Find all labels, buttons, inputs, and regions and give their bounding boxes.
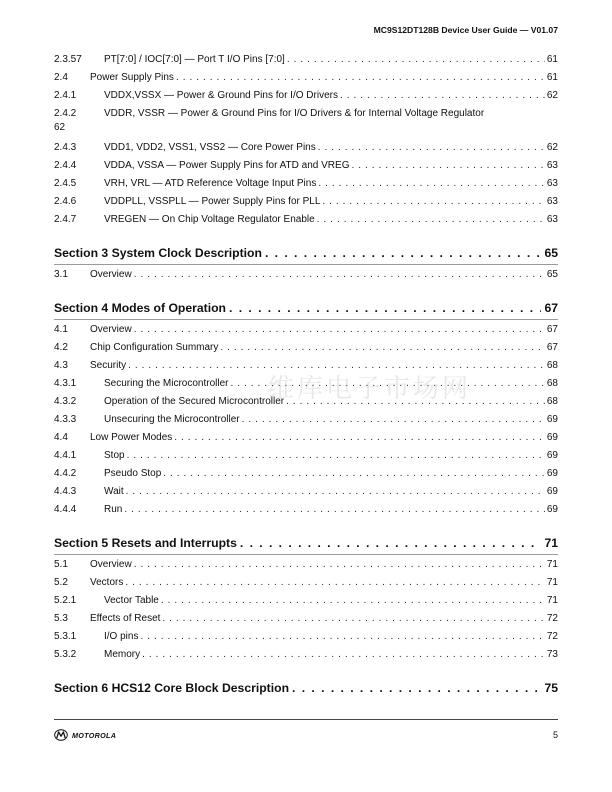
dot-leader: [127, 447, 545, 465]
toc-entry-title: VDDX,VSSX — Power & Ground Pins for I/O Drivers: [104, 90, 338, 101]
toc-entry-title: Overview: [90, 324, 132, 335]
toc-entry-title: Low Power Modes: [90, 432, 173, 443]
dot-leader: [163, 465, 545, 483]
toc-entry[interactable]: [54, 87, 558, 105]
toc-entry-number: 2.4.5: [54, 178, 77, 189]
section-title: Section 6 HCS12 Core Block Description: [54, 681, 290, 695]
toc-entry-number: 4.2: [54, 342, 68, 353]
toc-entry-number: 4.3.3: [54, 414, 77, 425]
toc-entry-title: VDD1, VDD2, VSS1, VSS2 — Core Power Pins: [104, 142, 316, 153]
toc-entry-page: 61: [546, 72, 558, 83]
toc-entry[interactable]: [54, 339, 558, 357]
toc-entry-title: Effects of Reset: [90, 613, 161, 624]
dot-leader: [134, 321, 545, 339]
footer-logo: [54, 729, 116, 741]
toc-entry-page: 71: [546, 595, 558, 606]
toc-entry-page: 62: [54, 122, 66, 133]
toc-entry[interactable]: [54, 465, 558, 483]
toc-entry-title: Vector Table: [104, 595, 159, 606]
toc-section-heading[interactable]: [54, 532, 558, 555]
brand-name: MOTOROLA: [72, 730, 117, 740]
toc-entry[interactable]: [54, 357, 558, 375]
toc-entry-number: 4.4.2: [54, 468, 77, 479]
dot-leader: [174, 429, 545, 447]
toc-entry-number: 2.4.7: [54, 214, 77, 225]
dot-leader: [317, 211, 545, 229]
toc-entry-page: 62: [546, 142, 558, 153]
toc-section-heading[interactable]: [54, 242, 558, 265]
toc-entry-title: Power Supply Pins: [90, 72, 174, 83]
toc-entry-page: 72: [546, 631, 558, 642]
toc-entry-page: 71: [546, 577, 558, 588]
toc-entry-title: Run: [104, 504, 123, 515]
toc-entry-title: Memory: [104, 649, 141, 660]
dot-leader: [176, 69, 545, 87]
dot-leader: [231, 375, 545, 393]
toc-entry-title: VREGEN — On Chip Voltage Regulator Enable: [104, 214, 315, 225]
toc-entry[interactable]: [54, 628, 558, 646]
dot-leader: [134, 266, 545, 284]
table-of-contents: [54, 51, 558, 700]
toc-entry-title: Securing the Microcontroller: [104, 378, 229, 389]
toc-entry-title: Security: [90, 360, 127, 371]
toc-entry-page: 69: [546, 432, 558, 443]
dot-leader: [265, 242, 542, 264]
dot-leader: [229, 297, 541, 319]
toc-entry[interactable]: [54, 51, 558, 69]
dot-leader: [351, 157, 544, 175]
section-title: Section 3 System Clock Description: [54, 246, 262, 260]
toc-entry-title: VRH, VRL — ATD Reference Voltage Input Pins: [104, 178, 317, 189]
toc-entry[interactable]: [54, 139, 558, 157]
dot-leader: [242, 411, 545, 429]
toc-entry[interactable]: [54, 447, 558, 465]
toc-entry-title: Overview: [90, 269, 132, 280]
toc-entry[interactable]: [54, 321, 558, 339]
toc-entry-page: 63: [546, 196, 558, 207]
toc-entry[interactable]: [54, 211, 558, 229]
toc-entry-title: Overview: [90, 559, 132, 570]
toc-entry-number: 4.3.1: [54, 378, 77, 389]
toc-entry-page: 68: [546, 378, 558, 389]
toc-entry-page: 62: [546, 90, 558, 101]
toc-entry-number: 3.1: [54, 269, 68, 280]
dot-leader: [134, 556, 545, 574]
dot-leader: [286, 393, 545, 411]
toc-entry-number: 4.3.2: [54, 396, 77, 407]
toc-entry-title: Operation of the Secured Microcontroller: [104, 396, 285, 407]
toc-entry[interactable]: [54, 69, 558, 87]
toc-entry[interactable]: [54, 592, 558, 610]
toc-entry-title: VDDPLL, VSSPLL — Power Supply Pins for PLL: [104, 196, 321, 207]
toc-entry-page: 61: [546, 54, 558, 65]
toc-entry-title: Chip Configuration Summary: [90, 342, 219, 353]
dot-leader: [161, 592, 545, 610]
toc-entry-title: Vectors: [90, 577, 124, 588]
toc-entry-number: 4.4.4: [54, 504, 77, 515]
toc-entry[interactable]: [54, 483, 558, 501]
toc-entry[interactable]: [54, 429, 558, 447]
toc-entry[interactable]: [54, 175, 558, 193]
toc-entry[interactable]: [54, 266, 558, 284]
toc-entry-page: 69: [546, 504, 558, 515]
dot-leader: [142, 646, 545, 664]
toc-entry-page: 63: [546, 178, 558, 189]
dot-leader: [322, 193, 544, 211]
toc-entry-number: 4.4: [54, 432, 68, 443]
toc-entry-number: 2.4.6: [54, 196, 77, 207]
toc-entry-number: 4.1: [54, 324, 68, 335]
toc-entry[interactable]: [54, 157, 558, 175]
toc-entry-number: 5.3.1: [54, 631, 77, 642]
dot-leader: [240, 532, 542, 554]
toc-entry-title: VDDR, VSSR — Power & Ground Pins for I/O Drivers & for Internal Voltage Regulator: [104, 108, 485, 119]
toc-entry-number: 2.4.3: [54, 142, 77, 153]
toc-entry-page: 67: [546, 342, 558, 353]
toc-entry-title: VDDA, VSSA — Power Supply Pins for ATD and VREG: [104, 160, 350, 171]
toc-entry-page: 68: [546, 360, 558, 371]
page-number: 5: [552, 730, 558, 740]
toc-entry-number: 5.3: [54, 613, 68, 624]
dot-leader: [287, 51, 545, 69]
toc-entry[interactable]: [54, 646, 558, 664]
toc-entry[interactable]: [54, 610, 558, 628]
toc-entry-number: 5.2.1: [54, 595, 77, 606]
toc-entry-number: 5.2: [54, 577, 68, 588]
toc-entry[interactable]: [54, 501, 558, 519]
watermark-text: 维库电子市场网: [268, 374, 472, 404]
toc-entry-number: 4.3: [54, 360, 68, 371]
section-page: 67: [544, 301, 558, 315]
toc-entry-page: 63: [546, 160, 558, 171]
toc-entry-page: 73: [546, 649, 558, 660]
toc-entry-page: 65: [546, 269, 558, 280]
toc-entry-page: 69: [546, 468, 558, 479]
toc-section-heading[interactable]: [54, 677, 558, 699]
dot-leader: [124, 501, 545, 519]
dot-leader: [126, 483, 545, 501]
dot-leader: [292, 677, 541, 699]
toc-entry-number: 5.1: [54, 559, 68, 570]
page-header: MC9S12DT128B Device User Guide — V01.07: [373, 25, 558, 35]
toc-entry-page: 69: [546, 450, 558, 461]
toc-entry[interactable]: [54, 105, 558, 139]
dot-leader: [340, 87, 545, 105]
dot-leader: [318, 139, 545, 157]
toc-entry-number: 2.4.1: [54, 90, 77, 101]
toc-entry-page: 72: [546, 613, 558, 624]
toc-entry-page: 63: [546, 214, 558, 225]
toc-entry[interactable]: [54, 375, 558, 393]
toc-entry-page: 71: [546, 559, 558, 570]
toc-entry-number: 5.3.2: [54, 649, 77, 660]
toc-entry-page: 68: [546, 396, 558, 407]
toc-entry[interactable]: [54, 393, 558, 411]
toc-entry-page: 69: [546, 414, 558, 425]
dot-leader: [125, 574, 545, 592]
toc-entry[interactable]: [54, 193, 558, 211]
dot-leader: [318, 175, 545, 193]
section-page: 65: [544, 246, 558, 260]
toc-entry[interactable]: [54, 574, 558, 592]
toc-entry-number: 4.4.1: [54, 450, 77, 461]
dot-leader: [128, 357, 545, 375]
toc-entry-title: PT[7:0] / IOC[7:0] — Port T I/O Pins [7:0]: [104, 54, 285, 65]
toc-entry[interactable]: [54, 411, 558, 429]
toc-entry-title: Stop: [104, 450, 125, 461]
toc-entry-number: 2.4: [54, 72, 68, 83]
section-title: Section 5 Resets and Interrupts: [54, 536, 237, 550]
motorola-batwing-icon: [54, 729, 68, 741]
footer-divider: [54, 719, 558, 720]
toc-entry[interactable]: [54, 556, 558, 574]
toc-entry-number: 2.4.4: [54, 160, 77, 171]
toc-entry-number: 4.4.3: [54, 486, 77, 497]
toc-entry-title: I/O pins: [104, 631, 139, 642]
dot-leader: [220, 339, 544, 357]
toc-entry-title: Unsecuring the Microcontroller: [104, 414, 240, 425]
section-title: Section 4 Modes of Operation: [54, 301, 226, 315]
section-page: 71: [544, 536, 558, 550]
section-page: 75: [544, 681, 558, 695]
dot-leader: [140, 628, 544, 646]
toc-entry-title: Wait: [104, 486, 124, 497]
toc-section-heading[interactable]: [54, 297, 558, 320]
toc-entry-page: 69: [546, 486, 558, 497]
toc-entry-number: 2.4.2: [54, 108, 77, 119]
dot-leader: [162, 610, 544, 628]
toc-entry-title: Pseudo Stop: [104, 468, 162, 479]
toc-entry-number: 2.3.57: [54, 54, 82, 65]
toc-entry-page: 67: [546, 324, 558, 335]
